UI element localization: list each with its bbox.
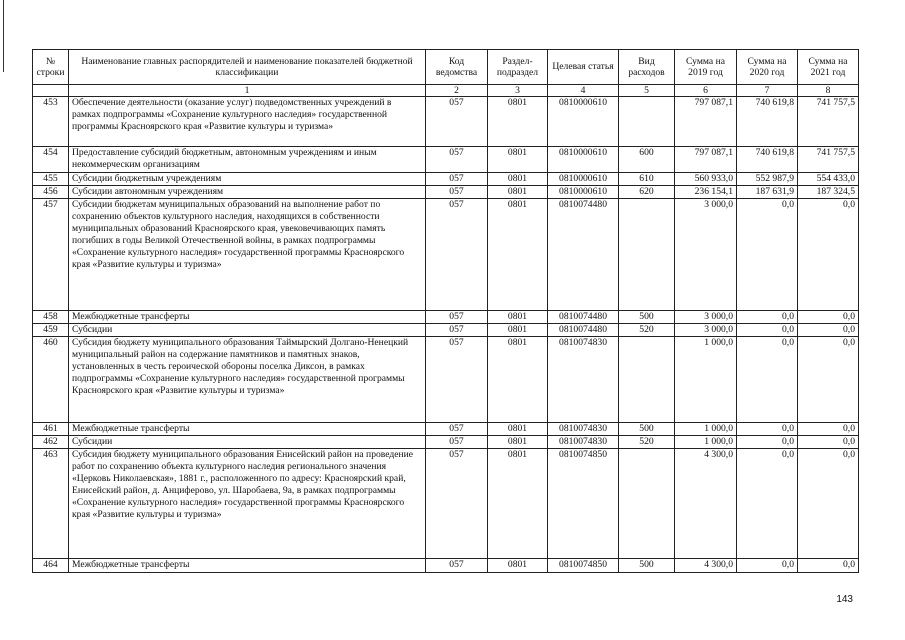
row-exp-type: 520	[619, 436, 675, 449]
table-row	[33, 324, 859, 337]
column-number-blank	[33, 85, 69, 97]
row-number: 453	[33, 97, 69, 147]
row-name: Предоставление субсидий бюджетным, автономным учреждениям и иным некоммерческим организациям	[69, 147, 426, 173]
row-number: 458	[33, 311, 69, 324]
column-number: 4	[548, 85, 619, 97]
row-section: 0801	[488, 449, 548, 559]
row-sum-2020: 187 631,9	[737, 186, 798, 199]
row-exp-type	[619, 97, 675, 147]
row-sum-2020: 0,0	[737, 559, 798, 573]
row-sum-2019: 3 000,0	[675, 324, 737, 337]
row-sum-2021: 0,0	[798, 436, 859, 449]
row-dept-code: 057	[426, 147, 488, 173]
header-row-no: № строки	[33, 50, 69, 85]
row-exp-type: 520	[619, 324, 675, 337]
table-row	[33, 436, 859, 449]
row-dept-code: 057	[426, 324, 488, 337]
row-sum-2019: 1 000,0	[675, 436, 737, 449]
row-dept-code: 057	[426, 311, 488, 324]
row-dept-code: 057	[426, 337, 488, 423]
column-number: 2	[426, 85, 488, 97]
row-sum-2019: 1 000,0	[675, 423, 737, 436]
row-sum-2021: 0,0	[798, 559, 859, 573]
row-exp-type	[619, 449, 675, 559]
row-sum-2020: 0,0	[737, 311, 798, 324]
column-number: 1	[69, 85, 426, 97]
row-sum-2019: 3 000,0	[675, 311, 737, 324]
row-section: 0801	[488, 97, 548, 147]
column-number: 8	[798, 85, 859, 97]
row-sum-2020: 0,0	[737, 337, 798, 423]
header-dept-code: Код ведомства	[426, 50, 488, 85]
row-number: 461	[33, 423, 69, 436]
row-sum-2019: 560 933,0	[675, 173, 737, 186]
column-number: 7	[737, 85, 798, 97]
row-target: 0810074850	[548, 559, 619, 573]
column-number-row	[33, 85, 859, 97]
column-number: 6	[675, 85, 737, 97]
row-sum-2021: 187 324,5	[798, 186, 859, 199]
row-dept-code: 057	[426, 423, 488, 436]
row-target: 0810074850	[548, 449, 619, 559]
header-exp-type: Вид расходов	[619, 50, 675, 85]
row-sum-2020: 0,0	[737, 199, 798, 311]
row-number: 464	[33, 559, 69, 573]
header-sum-2020: Сумма на 2020 год	[737, 50, 798, 85]
row-number: 462	[33, 436, 69, 449]
row-number: 456	[33, 186, 69, 199]
row-section: 0801	[488, 199, 548, 311]
row-number: 459	[33, 324, 69, 337]
row-exp-type: 500	[619, 311, 675, 324]
row-number: 460	[33, 337, 69, 423]
row-sum-2020: 740 619,8	[737, 147, 798, 173]
row-dept-code: 057	[426, 186, 488, 199]
row-sum-2019: 1 000,0	[675, 337, 737, 423]
row-section: 0801	[488, 311, 548, 324]
header-name: Наименование главных распорядителей и наименование показателей бюджетной классификации	[69, 50, 426, 85]
row-exp-type: 620	[619, 186, 675, 199]
row-sum-2020: 0,0	[737, 423, 798, 436]
table-row	[33, 311, 859, 324]
header-row	[33, 50, 859, 85]
row-section: 0801	[488, 423, 548, 436]
page-edge-line	[3, 0, 4, 72]
table-row	[33, 186, 859, 199]
row-target: 0810074480	[548, 324, 619, 337]
row-target: 0810000610	[548, 173, 619, 186]
table-row	[33, 559, 859, 573]
row-dept-code: 057	[426, 199, 488, 311]
row-sum-2019: 797 087,1	[675, 147, 737, 173]
row-name: Межбюджетные трансферты	[69, 559, 426, 573]
row-sum-2019: 3 000,0	[675, 199, 737, 311]
table-row	[33, 449, 859, 559]
row-number: 463	[33, 449, 69, 559]
table-row	[33, 147, 859, 173]
row-name: Субсидии бюджетным учреждениям	[69, 173, 426, 186]
row-section: 0801	[488, 436, 548, 449]
row-target: 0810074830	[548, 337, 619, 423]
row-number: 454	[33, 147, 69, 173]
row-exp-type: 500	[619, 559, 675, 573]
row-dept-code: 057	[426, 559, 488, 573]
row-target: 0810000610	[548, 147, 619, 173]
row-target: 0810000610	[548, 186, 619, 199]
table-row	[33, 337, 859, 423]
row-sum-2019: 236 154,1	[675, 186, 737, 199]
row-sum-2020: 0,0	[737, 449, 798, 559]
row-target: 0810000610	[548, 97, 619, 147]
row-exp-type	[619, 337, 675, 423]
row-section: 0801	[488, 173, 548, 186]
row-name: Субсидии	[69, 436, 426, 449]
row-name: Субсидии	[69, 324, 426, 337]
row-name: Субсидии автономным учреждениям	[69, 186, 426, 199]
row-sum-2021: 0,0	[798, 324, 859, 337]
row-exp-type: 610	[619, 173, 675, 186]
row-sum-2019: 4 300,0	[675, 559, 737, 573]
row-name: Субсидия бюджету муниципального образования Енисейский район на проведение работ по сохранению объекта культурного наследия регионального значения «Церковь Николаевская», 1881 г., расположенного по адресу: Красноярский край, Енисейский район, д. Анциферово, ул. Шаробаева, 9а, в рамках подпрограммы «Сохранение культурного наследия» государственной программы Красноярского края «Развитие культуры и туризма»	[69, 449, 426, 559]
header-sum-2021: Сумма на 2021 год	[798, 50, 859, 85]
budget-table	[32, 49, 859, 573]
table-row	[33, 97, 859, 147]
row-sum-2021: 0,0	[798, 311, 859, 324]
row-section: 0801	[488, 559, 548, 573]
row-sum-2021: 0,0	[798, 199, 859, 311]
row-sum-2021: 0,0	[798, 449, 859, 559]
page-number: 143	[836, 594, 853, 605]
row-target: 0810074480	[548, 199, 619, 311]
table-row	[33, 423, 859, 436]
row-number: 455	[33, 173, 69, 186]
row-sum-2021: 741 757,5	[798, 97, 859, 147]
row-sum-2021: 554 433,0	[798, 173, 859, 186]
row-section: 0801	[488, 186, 548, 199]
table-row	[33, 199, 859, 311]
row-dept-code: 057	[426, 436, 488, 449]
row-sum-2020: 0,0	[737, 324, 798, 337]
row-sum-2021: 741 757,5	[798, 147, 859, 173]
header-target: Целевая статья	[548, 50, 619, 85]
header-section: Раздел-подраздел	[488, 50, 548, 85]
row-sum-2021: 0,0	[798, 423, 859, 436]
row-exp-type	[619, 199, 675, 311]
row-dept-code: 057	[426, 449, 488, 559]
row-sum-2021: 0,0	[798, 337, 859, 423]
row-section: 0801	[488, 324, 548, 337]
row-sum-2020: 740 619,8	[737, 97, 798, 147]
row-target: 0810074830	[548, 436, 619, 449]
row-target: 0810074480	[548, 311, 619, 324]
row-section: 0801	[488, 147, 548, 173]
row-name: Обеспечение деятельности (оказание услуг) подведомственных учреждений в рамках подпрограммы «Сохранение культурного наследия» государственной программы Красноярского края «Развитие культуры и туризма»	[69, 97, 426, 147]
row-name: Межбюджетные трансферты	[69, 423, 426, 436]
row-target: 0810074830	[548, 423, 619, 436]
row-name: Субсидия бюджету муниципального образования Таймырский Долгано-Ненецкий муниципальный район на содержание памятников и памятных знаков, установленных в честь героической обороны поселка Диксон, в рамках подпрограммы «Сохранение культурного наследия» государственной программы Красноярского края «Развитие культуры и туризма»	[69, 337, 426, 423]
row-exp-type: 600	[619, 147, 675, 173]
row-dept-code: 057	[426, 173, 488, 186]
row-section: 0801	[488, 337, 548, 423]
row-name: Межбюджетные трансферты	[69, 311, 426, 324]
column-number: 3	[488, 85, 548, 97]
table-row	[33, 173, 859, 186]
row-name: Субсидии бюджетам муниципальных образований на выполнение работ по сохранению объектов культурного наследия, находящихся в собственности муниципальных образований Красноярского края, увековечивающих память погибших в годы Великой Отечественной войны, в рамках подпрограммы «Сохранение культурного наследия» государственной программы Красноярского края «Развитие культуры и туризма»	[69, 199, 426, 311]
row-number: 457	[33, 199, 69, 311]
row-exp-type: 500	[619, 423, 675, 436]
header-sum-2019: Сумма на 2019 год	[675, 50, 737, 85]
row-sum-2019: 797 087,1	[675, 97, 737, 147]
row-sum-2020: 0,0	[737, 436, 798, 449]
row-sum-2020: 552 987,9	[737, 173, 798, 186]
row-sum-2019: 4 300,0	[675, 449, 737, 559]
row-dept-code: 057	[426, 97, 488, 147]
column-number: 5	[619, 85, 675, 97]
